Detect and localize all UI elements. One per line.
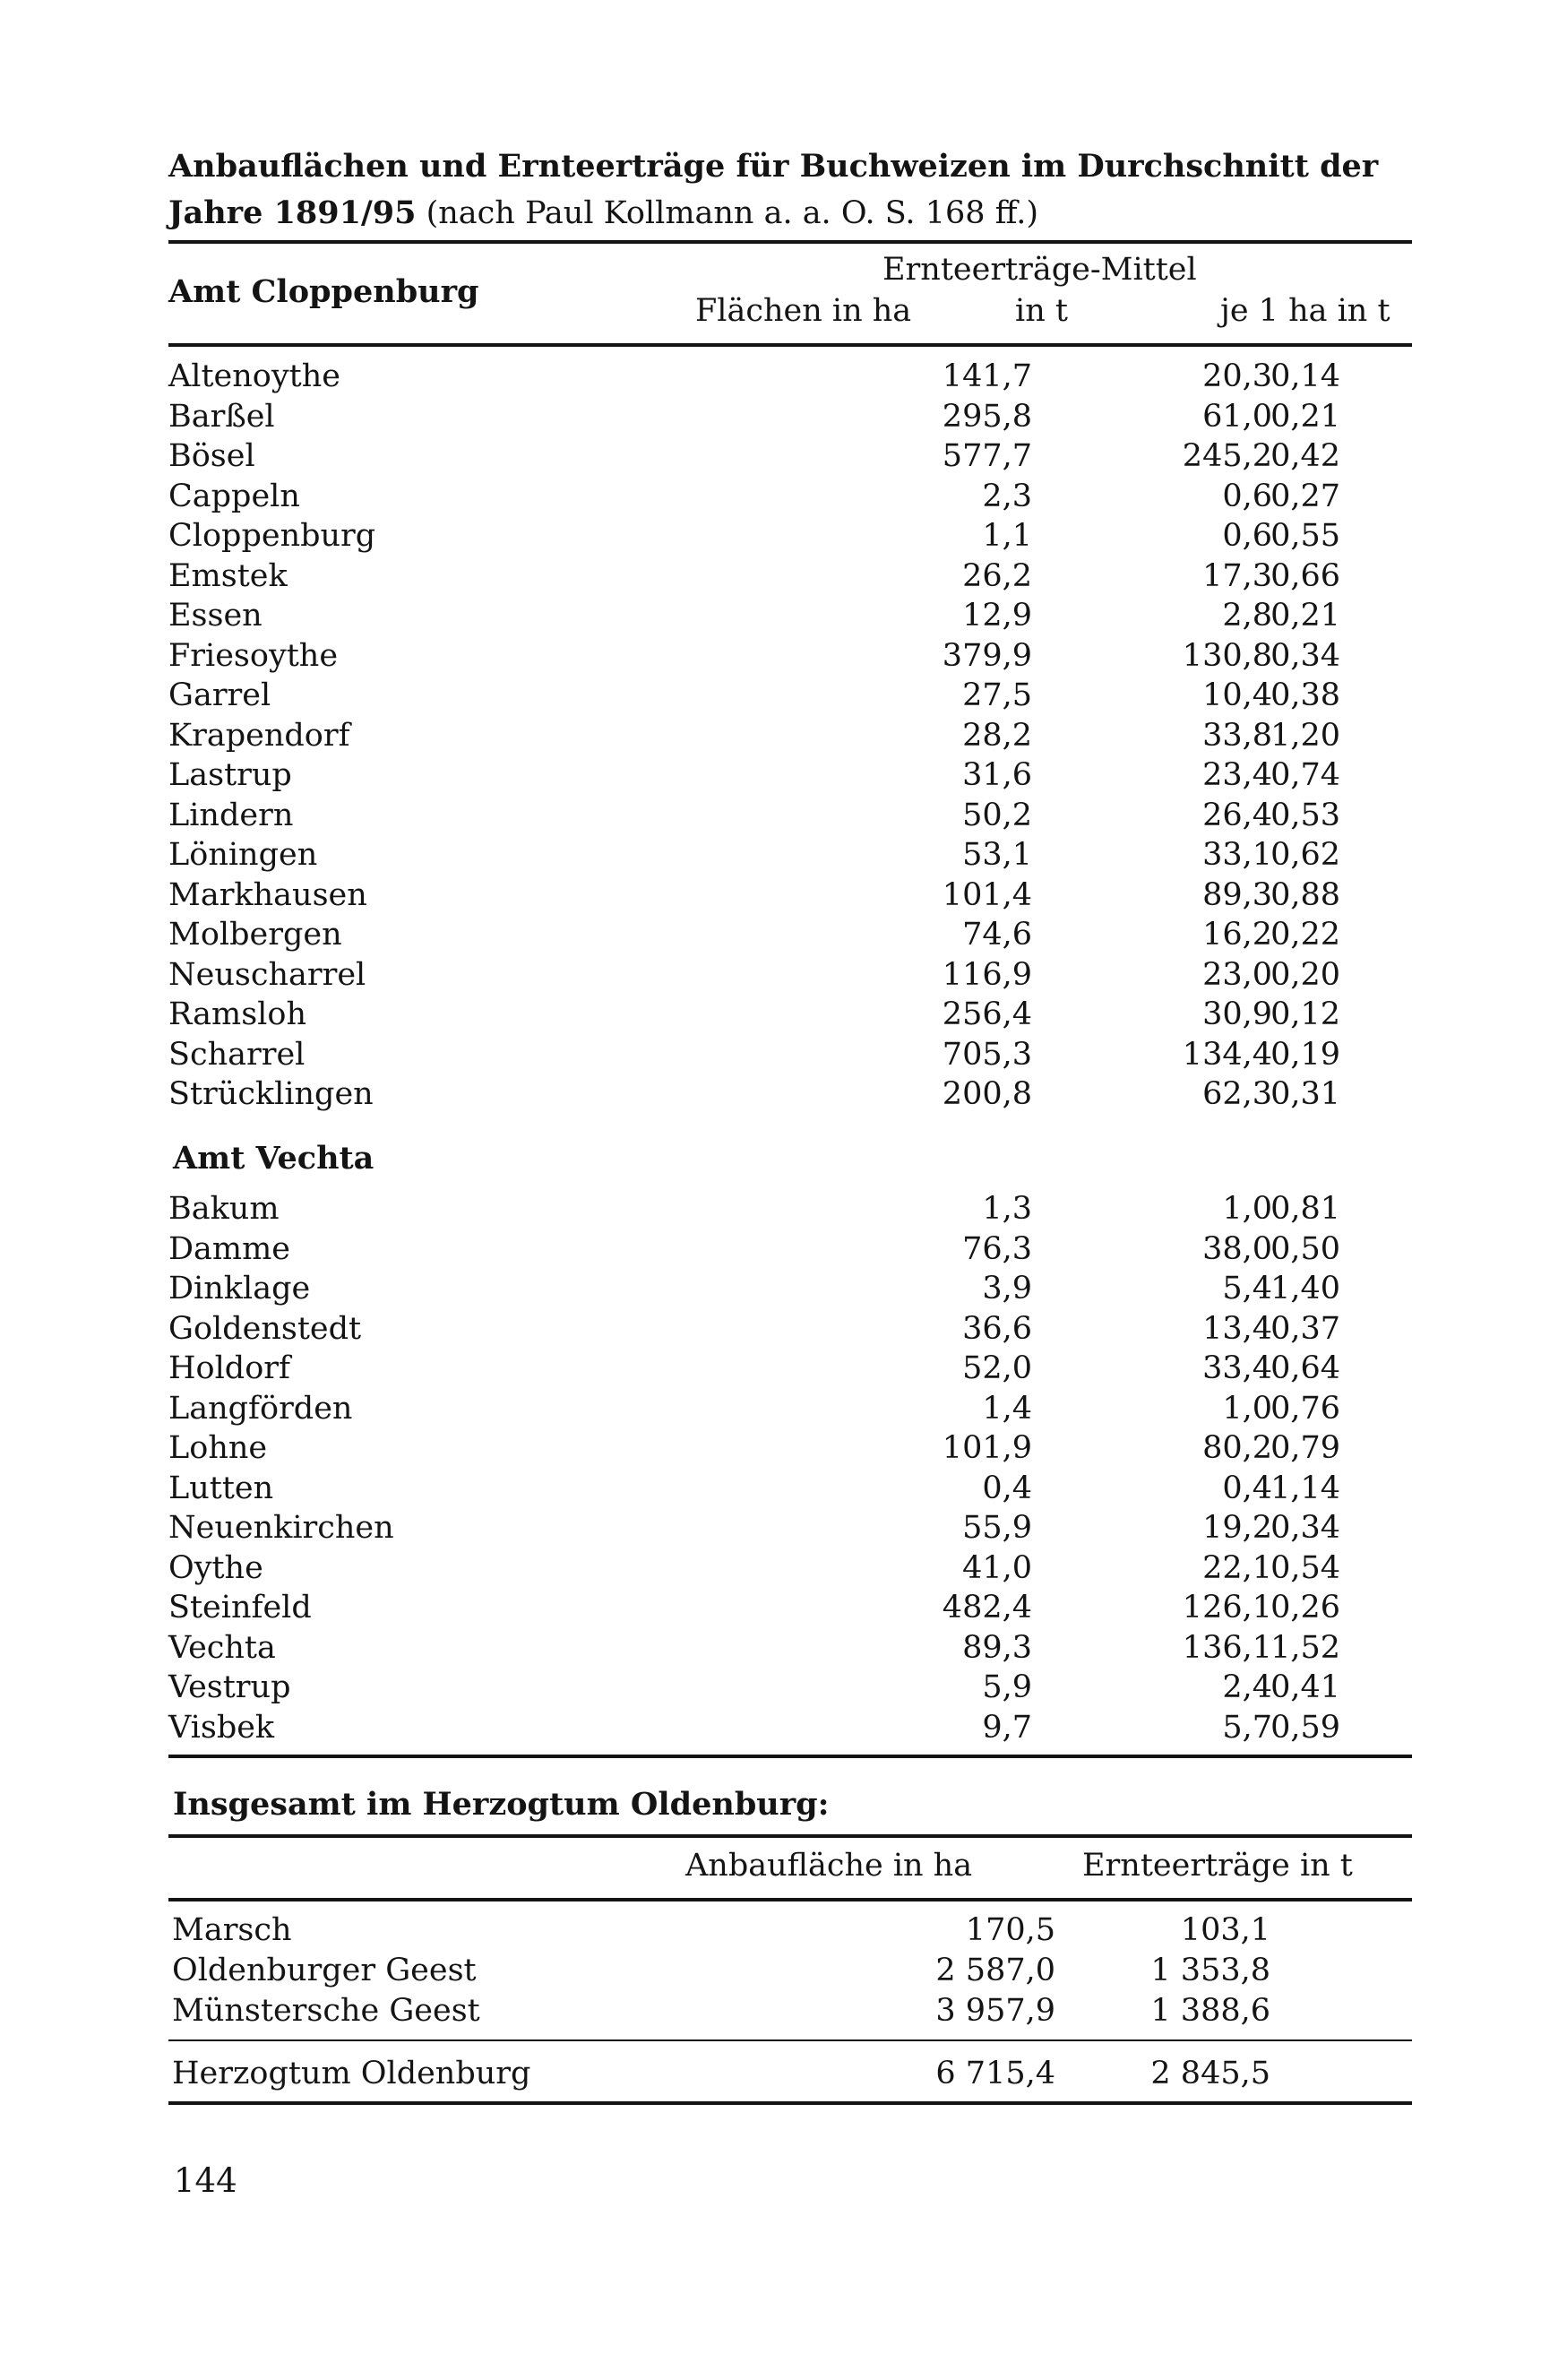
row-per-ha: 0,38 [1270,677,1340,713]
summary-title: Insgesamt im Herzogtum Oldenburg: [173,1786,830,1823]
row-yield: 33,1 [1202,837,1272,873]
row-area: 3,9 [982,1271,1032,1306]
section-title-vechta: Amt Vechta [173,1140,374,1177]
row-area: 141,7 [942,358,1032,394]
row-name: Strücklingen [168,1076,374,1112]
row-name: Steinfeld [168,1590,312,1625]
row-yield: 89,3 [1202,876,1272,913]
table-row [168,1668,1414,1708]
row-yield: 103,1 [1180,1912,1270,1948]
row-area: 101,4 [942,876,1032,913]
row-area: 36,6 [962,1310,1032,1347]
header-area: Flächen in ha [695,293,912,329]
table-row [168,1389,1414,1429]
row-yield: 16,2 [1202,917,1272,953]
row-area: 6 715,4 [935,2056,1055,2091]
table-row [168,1548,1414,1589]
row-area: 53,1 [962,837,1032,873]
table-row [168,436,1414,477]
row-name: Damme [168,1230,291,1267]
caption-source: (nach Paul Kollmann a. a. O. S. 168 ff.) [416,195,1039,231]
row-name: Goldenstedt [168,1310,362,1347]
row-yield: 22,1 [1202,1549,1272,1586]
table-row [168,1229,1414,1270]
row-per-ha: 0,74 [1270,757,1340,793]
row-area: 12,9 [962,598,1032,634]
row-per-ha: 0,27 [1270,478,1340,514]
table-row [168,1349,1414,1389]
row-per-ha: 0,76 [1270,1390,1340,1427]
row-per-ha: 1,40 [1270,1271,1340,1306]
row-name: Oythe [168,1549,263,1586]
row-area: 2 587,0 [935,1953,1055,1988]
row-name: Lohne [168,1430,268,1466]
row-per-ha: 0,20 [1270,956,1340,993]
row-area: 705,3 [942,1036,1032,1073]
row-yield: 26,4 [1202,797,1272,833]
row-yield: 80,2 [1202,1430,1272,1466]
row-name: Molbergen [168,917,342,953]
row-yield: 30,9 [1202,996,1272,1032]
header-group: Ernteerträge-Mittel [882,252,1197,288]
row-yield: 13,4 [1202,1310,1272,1347]
row-name: Oldenburger Geest [172,1953,477,1988]
header-yield: in t [1015,293,1068,329]
table-row [168,596,1414,636]
row-area: 89,3 [962,1629,1032,1666]
row-per-ha: 0,55 [1270,518,1340,554]
row-area: 200,8 [942,1076,1032,1112]
row-area: 379,9 [942,637,1032,674]
table-row [168,1428,1414,1469]
row-name: Holdorf [168,1350,290,1386]
row-yield: 2 845,5 [1150,2056,1270,2091]
table-row [168,716,1414,756]
row-name: Neuscharrel [168,956,366,993]
row-per-ha: 0,59 [1270,1709,1340,1746]
row-name: Neuenkirchen [168,1510,394,1546]
table-summary [168,1910,1414,2031]
row-yield: 1,0 [1222,1191,1272,1227]
row-yield: 23,4 [1202,757,1272,793]
row-area: 52,0 [962,1350,1032,1386]
row-per-ha: 0,22 [1270,917,1340,953]
row-area: 9,7 [982,1709,1032,1746]
row-area: 74,6 [962,917,1032,953]
row-yield: 20,3 [1202,358,1272,394]
row-per-ha: 0,66 [1270,557,1340,594]
row-area: 1,4 [982,1390,1032,1427]
row-per-ha: 0,88 [1270,876,1340,913]
row-name: Vestrup [168,1669,291,1705]
row-name: Herzogtum Oldenburg [172,2056,531,2091]
row-name: Markhausen [168,876,367,913]
table-row [168,1508,1414,1548]
row-yield: 33,8 [1202,717,1272,754]
row-area: 27,5 [962,677,1032,713]
table-row [168,1991,1414,2031]
summary-top-rule [168,1834,1412,1838]
row-name: Barßel [168,398,275,435]
header-region: Amt Cloppenburg [168,273,479,310]
summary-header-rule [168,1898,1412,1901]
row-yield: 19,2 [1202,1510,1272,1546]
table-row [168,2054,1414,2094]
row-name: Bösel [168,438,255,474]
table-row [168,1588,1414,1628]
row-yield: 130,8 [1182,637,1272,674]
table-cloppenburg [168,357,1414,1115]
row-yield: 2,8 [1222,598,1272,634]
row-name: Lutten [168,1470,274,1506]
row-yield: 0,4 [1222,1470,1272,1506]
row-yield: 126,1 [1182,1590,1272,1625]
row-name: Cloppenburg [168,518,376,554]
table-row [168,1910,1414,1951]
table-row [168,1628,1414,1669]
row-per-ha: 0,19 [1270,1036,1340,1073]
row-area: 0,4 [982,1470,1032,1506]
row-area: 577,7 [942,438,1032,474]
row-name: Friesoythe [168,637,339,674]
row-area: 295,8 [942,398,1032,435]
row-area: 55,9 [962,1510,1032,1546]
row-per-ha: 0,14 [1270,358,1340,394]
row-yield: 245,2 [1182,438,1272,474]
table-row [168,755,1414,796]
row-yield: 2,4 [1222,1669,1272,1705]
row-area: 170,5 [965,1912,1055,1948]
table-row [168,1469,1414,1509]
row-per-ha: 0,21 [1270,598,1340,634]
row-area: 50,2 [962,797,1032,833]
row-name: Essen [168,598,263,634]
row-per-ha: 0,12 [1270,996,1340,1032]
table-row [168,1309,1414,1350]
row-area: 28,2 [962,717,1032,754]
row-yield: 0,6 [1222,518,1272,554]
table-row [168,1951,1414,1991]
row-name: Visbek [168,1709,275,1746]
row-area: 76,3 [962,1230,1032,1267]
row-area: 116,9 [942,956,1032,993]
row-yield: 136,1 [1182,1629,1272,1666]
table-row [168,516,1414,556]
row-yield: 61,0 [1202,398,1272,435]
table-row [168,636,1414,677]
table-caption [168,143,1423,237]
page-number: 144 [174,2161,237,2200]
row-name: Altenoythe [168,358,340,394]
table-row [168,676,1414,716]
row-yield: 10,4 [1202,677,1272,713]
summary-header-area: Anbaufläche in ha [685,1848,973,1884]
row-per-ha: 0,54 [1270,1549,1340,1586]
row-area: 41,0 [962,1549,1032,1586]
row-name: Garrel [168,677,271,713]
row-area: 1,1 [982,518,1032,554]
row-per-ha: 0,21 [1270,398,1340,435]
row-per-ha: 0,31 [1270,1076,1340,1112]
row-yield: 5,7 [1222,1709,1272,1746]
row-name: Marsch [172,1912,292,1948]
row-per-ha: 1,14 [1270,1470,1340,1506]
row-area: 101,9 [942,1430,1032,1466]
row-per-ha: 0,53 [1270,797,1340,833]
table-row [168,915,1414,955]
row-yield: 134,4 [1182,1036,1272,1073]
table-row [168,477,1414,517]
row-name: Krapendorf [168,717,350,754]
row-per-ha: 0,34 [1270,1510,1340,1546]
row-area: 31,6 [962,757,1032,793]
table-row [168,1189,1414,1229]
row-name: Dinklage [168,1271,311,1306]
table-row [168,1074,1414,1115]
table-vechta [168,1189,1414,1747]
row-per-ha: 0,62 [1270,837,1340,873]
table-row [168,955,1414,996]
summary-header-yield: Ernteerträge in t [1082,1848,1353,1884]
row-yield: 1 388,6 [1150,1993,1270,2029]
row-area: 26,2 [962,557,1032,594]
row-per-ha: 1,52 [1270,1629,1340,1666]
row-area: 482,4 [942,1590,1032,1625]
row-per-ha: 0,41 [1270,1669,1340,1705]
table-row [168,1269,1414,1309]
table-row [168,357,1414,397]
row-name: Scharrel [168,1036,306,1073]
row-name: Cappeln [168,478,300,514]
summary-total-rule [168,2039,1412,2041]
row-yield: 38,0 [1202,1230,1272,1267]
bottom-rule [168,2101,1412,2105]
row-area: 3 957,9 [935,1993,1055,2029]
row-yield: 0,6 [1222,478,1272,514]
table-summary-total [168,2054,1414,2094]
table-row [168,556,1414,597]
table-row [168,397,1414,437]
row-name: Vechta [168,1629,276,1666]
caption-title: Anbauflächen und Ernteerträge für Buchweizen im Durchschnitt der Jahre 1891/95 [168,148,1379,231]
header-rule [168,343,1412,347]
row-name: Bakum [168,1191,280,1227]
table1-bottom-rule [168,1755,1412,1758]
header-per-ha: je 1 ha in t [1220,293,1390,329]
row-per-ha: 0,37 [1270,1310,1340,1347]
row-per-ha: 0,79 [1270,1430,1340,1466]
row-name: Lastrup [168,757,292,793]
row-yield: 1,0 [1222,1390,1272,1427]
row-per-ha: 0,64 [1270,1350,1340,1386]
table-row [168,835,1414,875]
row-area: 2,3 [982,478,1032,514]
row-area: 256,4 [942,996,1032,1032]
row-per-ha: 0,50 [1270,1230,1340,1267]
table-row [168,796,1414,836]
row-per-ha: 0,34 [1270,637,1340,674]
row-yield: 33,4 [1202,1350,1272,1386]
row-yield: 1 353,8 [1150,1953,1270,1988]
row-name: Lindern [168,797,294,833]
row-per-ha: 0,42 [1270,438,1340,474]
row-yield: 5,4 [1222,1271,1272,1306]
row-per-ha: 0,26 [1270,1590,1340,1625]
row-area: 1,3 [982,1191,1032,1227]
row-per-ha: 0,81 [1270,1191,1340,1227]
table-row [168,1035,1414,1075]
row-name: Langförden [168,1390,353,1427]
row-yield: 23,0 [1202,956,1272,993]
row-per-ha: 1,20 [1270,717,1340,754]
table-row [168,1708,1414,1748]
top-rule [168,240,1412,244]
row-name: Ramsloh [168,996,306,1032]
row-name: Münstersche Geest [172,1993,480,2029]
row-yield: 17,3 [1202,557,1272,594]
row-name: Löningen [168,837,318,873]
table-row [168,875,1414,916]
row-area: 5,9 [982,1669,1032,1705]
table-row [168,995,1414,1035]
row-yield: 62,3 [1202,1076,1272,1112]
row-name: Emstek [168,557,288,594]
